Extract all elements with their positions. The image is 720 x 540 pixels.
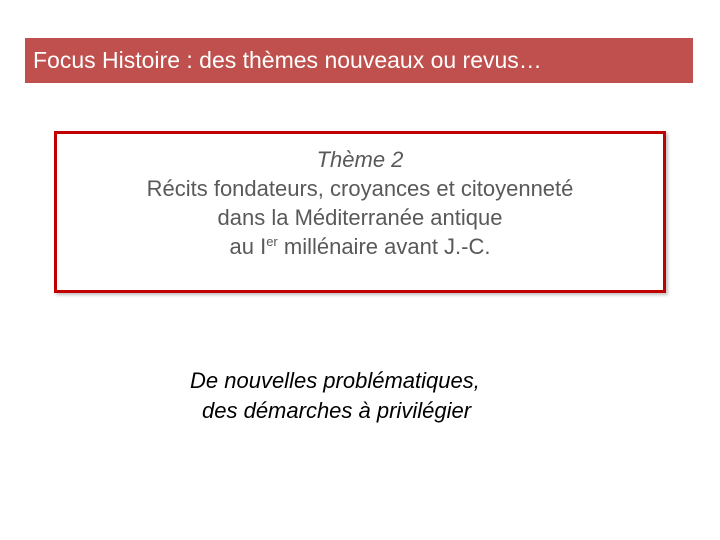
theme-title-line-3: [57, 232, 663, 264]
theme-line3-superscript: er: [266, 234, 278, 249]
header-title: Focus Histoire : des thèmes nouveaux ou revus…: [33, 47, 542, 73]
theme-box: [54, 131, 666, 293]
header-bar: [25, 38, 693, 83]
theme-title-line-2: dans la Méditerranée antique: [217, 205, 503, 230]
theme-title-line-1: Récits fondateurs, croyances et citoyenneté: [146, 176, 574, 201]
subtitle-line-1: De nouvelles problématiques,: [190, 368, 480, 393]
theme-label: Thème 2: [316, 147, 404, 172]
theme-line3-prefix: au I: [229, 234, 267, 259]
subtitle-line-2: des démarches à privilégier: [202, 398, 472, 423]
theme-line3-suffix: millénaire avant J.-C.: [277, 234, 491, 259]
